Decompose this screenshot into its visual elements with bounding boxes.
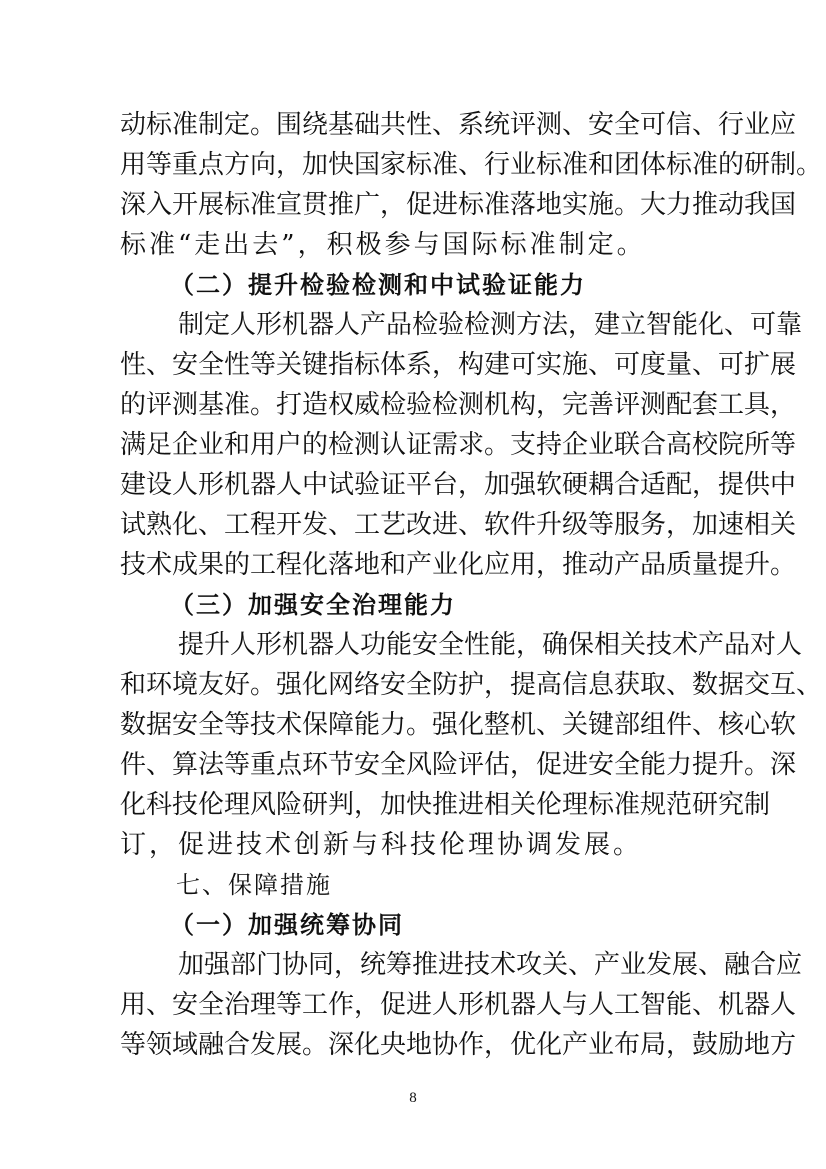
paragraph-line: 的评测基准。打造权威检验检测机构，完善评测配套工具， xyxy=(120,390,797,420)
paragraph-line: 满足企业和用户的检测认证需求。支持企业联合高校院所等 xyxy=(120,430,797,460)
paragraph-line: 标准“走出去”，积极参与国际标准制定。 xyxy=(120,230,646,260)
paragraph-line: 化科技伦理风险研判，加快推进相关伦理标准规范研究制 xyxy=(120,790,771,820)
page-body xyxy=(120,105,823,1065)
page-number: 8 xyxy=(409,1090,417,1106)
paragraph-line: 性、安全性等关键指标体系，构建可实施、可度量、可扩展 xyxy=(120,350,797,380)
section-heading: （三）加强安全治理能力 xyxy=(170,591,456,619)
chapter-heading: 七、保障措施 xyxy=(176,871,332,899)
paragraph-line: 等领域融合发展。深化央地协作，优化产业布局，鼓励地方 xyxy=(120,1030,797,1060)
paragraph-line: 用、安全治理等工作，促进人形机器人与人工智能、机器人 xyxy=(120,990,797,1020)
paragraph-line: 数据安全等技术保障能力。强化整机、关键部组件、核心软 xyxy=(120,710,797,740)
paragraph-line: 技术成果的工程化落地和产业化应用，推动产品质量提升。 xyxy=(120,550,797,580)
paragraph-line: 件、算法等重点环节安全风险评估，促进安全能力提升。深 xyxy=(120,750,797,780)
paragraph-line: 试熟化、工程开发、工艺改进、软件升级等服务，加速相关 xyxy=(120,510,797,540)
paragraph-line: 用等重点方向，加快国家标准、行业标准和团体标准的研制。 xyxy=(120,150,823,180)
section-heading: （一）加强统筹协同 xyxy=(170,911,404,939)
paragraph-line: 建设人形机器人中试验证平台，加强软硬耦合适配，提供中 xyxy=(120,470,797,500)
paragraph-line: 订，促进技术创新与科技伦理协调发展。 xyxy=(120,830,643,860)
section-heading: （二）提升检验检测和中试验证能力 xyxy=(170,271,586,299)
paragraph-line: 制定人形机器人产品检验检测方法，建立智能化、可靠 xyxy=(178,310,803,340)
paragraph-line: 动标准制定。围绕基础共性、系统评测、安全可信、行业应 xyxy=(120,110,797,140)
paragraph-line: 和环境友好。强化网络安全防护，提高信息获取、数据交互、 xyxy=(120,670,823,700)
paragraph-line: 加强部门协同，统筹推进技术攻关、产业发展、融合应 xyxy=(178,950,803,980)
paragraph-line: 深入开展标准宣贯推广，促进标准落地实施。大力推动我国 xyxy=(120,190,797,220)
paragraph-line: 提升人形机器人功能安全性能，确保相关技术产品对人 xyxy=(178,630,803,660)
